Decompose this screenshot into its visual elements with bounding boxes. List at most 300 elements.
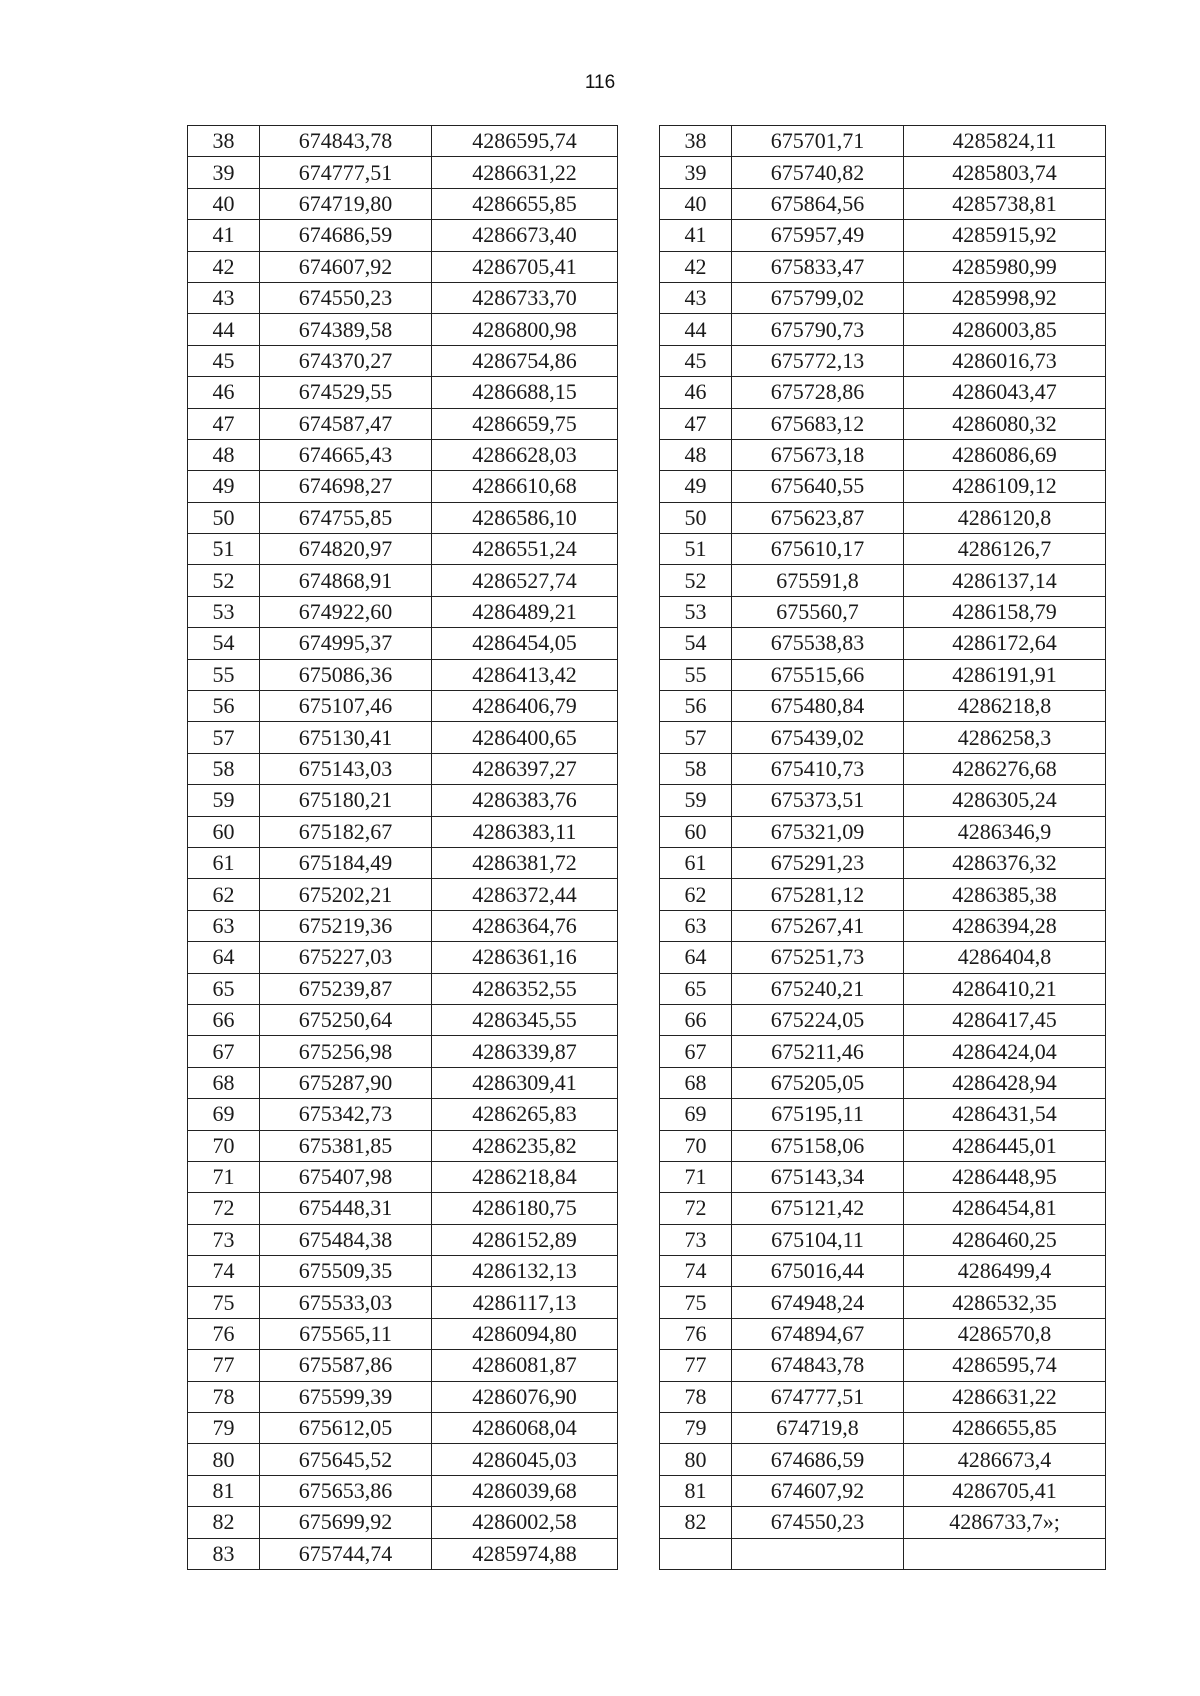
y-coordinate-cell: 4286094,80 — [432, 1318, 618, 1349]
table-row — [188, 722, 618, 753]
x-coordinate-cell: 675790,73 — [732, 314, 904, 345]
point-number-cell: 82 — [660, 1507, 732, 1538]
y-coordinate-cell: 4286081,87 — [432, 1350, 618, 1381]
table-row — [188, 314, 618, 345]
x-coordinate-cell: 674820,97 — [260, 534, 432, 565]
point-number-cell: 38 — [660, 126, 732, 157]
point-number-cell: 77 — [660, 1350, 732, 1381]
table-row — [188, 1130, 618, 1161]
point-number-cell: 42 — [660, 251, 732, 282]
y-coordinate-cell: 4285824,11 — [904, 126, 1106, 157]
y-coordinate-cell: 4286454,05 — [432, 628, 618, 659]
table-row — [660, 1444, 1106, 1475]
table-row — [188, 126, 618, 157]
x-coordinate-cell: 675565,11 — [260, 1318, 432, 1349]
y-coordinate-cell: 4286045,03 — [432, 1444, 618, 1475]
y-coordinate-cell: 4286595,74 — [432, 126, 618, 157]
x-coordinate-cell: 675184,49 — [260, 847, 432, 878]
point-number-cell: 69 — [660, 1099, 732, 1130]
point-number-cell: 53 — [188, 596, 260, 627]
table-row — [188, 282, 618, 313]
y-coordinate-cell: 4286218,84 — [432, 1161, 618, 1192]
x-coordinate-cell: 675799,02 — [732, 282, 904, 313]
y-coordinate-cell: 4286628,03 — [432, 439, 618, 470]
table-row — [660, 973, 1106, 1004]
point-number-cell: 52 — [660, 565, 732, 596]
point-number-cell: 70 — [660, 1130, 732, 1161]
table-row — [188, 1004, 618, 1035]
point-number-cell: 74 — [660, 1256, 732, 1287]
table-row — [188, 1161, 618, 1192]
y-coordinate-cell: 4286460,25 — [904, 1224, 1106, 1255]
table-row — [660, 1256, 1106, 1287]
point-number-cell: 38 — [188, 126, 260, 157]
table-row — [188, 1193, 618, 1224]
table-row — [188, 1256, 618, 1287]
table-row — [188, 471, 618, 502]
point-number-cell: 58 — [660, 753, 732, 784]
point-number-cell: 48 — [188, 439, 260, 470]
x-coordinate-cell: 675591,8 — [732, 565, 904, 596]
y-coordinate-cell: 4286428,94 — [904, 1067, 1106, 1098]
y-coordinate-cell: 4285998,92 — [904, 282, 1106, 313]
x-coordinate-cell: 675673,18 — [732, 439, 904, 470]
y-coordinate-cell: 4286137,14 — [904, 565, 1106, 596]
x-coordinate-cell: 675699,92 — [260, 1507, 432, 1538]
x-coordinate-cell: 674686,59 — [260, 220, 432, 251]
x-coordinate-cell: 675224,05 — [732, 1004, 904, 1035]
point-number-cell: 71 — [188, 1161, 260, 1192]
table-row — [660, 1318, 1106, 1349]
y-coordinate-cell: 4286754,86 — [432, 345, 618, 376]
table-row — [660, 251, 1106, 282]
y-coordinate-cell: 4286586,10 — [432, 502, 618, 533]
y-coordinate-cell: 4286068,04 — [432, 1413, 618, 1444]
y-coordinate-cell: 4286376,32 — [904, 847, 1106, 878]
point-number-cell: 72 — [188, 1193, 260, 1224]
y-coordinate-cell: 4286383,76 — [432, 785, 618, 816]
x-coordinate-cell: 675439,02 — [732, 722, 904, 753]
y-coordinate-cell: 4286385,38 — [904, 879, 1106, 910]
y-coordinate-cell: 4286086,69 — [904, 439, 1106, 470]
table-row — [660, 565, 1106, 596]
x-coordinate-cell: 675219,36 — [260, 910, 432, 941]
x-coordinate-cell — [732, 1538, 904, 1569]
y-coordinate-cell: 4286655,85 — [904, 1413, 1106, 1444]
x-coordinate-cell: 675599,39 — [260, 1381, 432, 1412]
point-number-cell: 76 — [188, 1318, 260, 1349]
x-coordinate-cell: 675560,7 — [732, 596, 904, 627]
y-coordinate-cell: 4286489,21 — [432, 596, 618, 627]
table-row — [188, 691, 618, 722]
point-number-cell: 39 — [660, 157, 732, 188]
x-coordinate-cell: 675701,71 — [732, 126, 904, 157]
y-coordinate-cell: 4286431,54 — [904, 1099, 1106, 1130]
x-coordinate-cell: 675515,66 — [732, 659, 904, 690]
y-coordinate-cell: 4286258,3 — [904, 722, 1106, 753]
x-coordinate-cell: 675107,46 — [260, 691, 432, 722]
y-coordinate-cell: 4286733,7»; — [904, 1507, 1106, 1538]
table-row — [660, 785, 1106, 816]
point-number-cell: 62 — [660, 879, 732, 910]
y-coordinate-cell: 4286733,70 — [432, 282, 618, 313]
x-coordinate-cell: 675121,42 — [732, 1193, 904, 1224]
table-row — [660, 753, 1106, 784]
coordinates-table-left — [187, 125, 618, 1570]
x-coordinate-cell: 675104,11 — [732, 1224, 904, 1255]
table-row — [660, 1350, 1106, 1381]
y-coordinate-cell: 4286152,89 — [432, 1224, 618, 1255]
point-number-cell: 55 — [660, 659, 732, 690]
x-coordinate-cell: 675587,86 — [260, 1350, 432, 1381]
y-coordinate-cell: 4286016,73 — [904, 345, 1106, 376]
table-row — [188, 1475, 618, 1506]
y-coordinate-cell: 4285974,88 — [432, 1538, 618, 1569]
table-row — [188, 816, 618, 847]
point-number-cell: 64 — [660, 942, 732, 973]
table-row — [660, 220, 1106, 251]
table-row — [660, 1287, 1106, 1318]
table-row — [188, 1318, 618, 1349]
table-row — [660, 1161, 1106, 1192]
table-row — [660, 126, 1106, 157]
y-coordinate-cell: 4286364,76 — [432, 910, 618, 941]
point-number-cell: 58 — [188, 753, 260, 784]
x-coordinate-cell: 675612,05 — [260, 1413, 432, 1444]
x-coordinate-cell: 674922,60 — [260, 596, 432, 627]
table-row — [660, 534, 1106, 565]
y-coordinate-cell: 4286404,8 — [904, 942, 1106, 973]
y-coordinate-cell: 4286002,58 — [432, 1507, 618, 1538]
y-coordinate-cell: 4286454,81 — [904, 1193, 1106, 1224]
y-coordinate-cell: 4286132,13 — [432, 1256, 618, 1287]
point-number-cell: 63 — [660, 910, 732, 941]
x-coordinate-cell: 675645,52 — [260, 1444, 432, 1475]
x-coordinate-cell: 675240,21 — [732, 973, 904, 1004]
point-number-cell: 47 — [660, 408, 732, 439]
point-number-cell: 75 — [188, 1287, 260, 1318]
table-row — [188, 377, 618, 408]
table-row — [188, 847, 618, 878]
x-coordinate-cell: 674755,85 — [260, 502, 432, 533]
table-row — [188, 1507, 618, 1538]
table-row — [660, 628, 1106, 659]
point-number-cell: 43 — [188, 282, 260, 313]
y-coordinate-cell: 4286339,87 — [432, 1036, 618, 1067]
y-coordinate-cell: 4286397,27 — [432, 753, 618, 784]
table-row — [660, 816, 1106, 847]
point-number-cell: 50 — [188, 502, 260, 533]
x-coordinate-cell: 675623,87 — [732, 502, 904, 533]
point-number-cell: 61 — [188, 847, 260, 878]
x-coordinate-cell: 674894,67 — [732, 1318, 904, 1349]
y-coordinate-cell: 4286532,35 — [904, 1287, 1106, 1318]
point-number-cell: 73 — [188, 1224, 260, 1255]
table-row — [188, 973, 618, 1004]
point-number-cell: 45 — [188, 345, 260, 376]
x-coordinate-cell: 674550,23 — [260, 282, 432, 313]
x-coordinate-cell: 675484,38 — [260, 1224, 432, 1255]
y-coordinate-cell: 4286688,15 — [432, 377, 618, 408]
point-number-cell: 48 — [660, 439, 732, 470]
y-coordinate-cell: 4286655,85 — [432, 188, 618, 219]
x-coordinate-cell: 675640,55 — [732, 471, 904, 502]
y-coordinate-cell: 4286570,8 — [904, 1318, 1106, 1349]
point-number-cell: 77 — [188, 1350, 260, 1381]
page-number: 116 — [584, 72, 616, 93]
table-row — [660, 910, 1106, 941]
table-row — [188, 1099, 618, 1130]
table-row — [188, 565, 618, 596]
x-coordinate-cell: 674686,59 — [732, 1444, 904, 1475]
y-coordinate-cell: 4286659,75 — [432, 408, 618, 439]
table-row — [660, 1381, 1106, 1412]
point-number-cell: 71 — [660, 1161, 732, 1192]
point-number-cell: 47 — [188, 408, 260, 439]
y-coordinate-cell: 4286448,95 — [904, 1161, 1106, 1192]
table-row — [188, 408, 618, 439]
x-coordinate-cell: 675448,31 — [260, 1193, 432, 1224]
table-row — [660, 1099, 1106, 1130]
point-number-cell: 59 — [660, 785, 732, 816]
point-number-cell: 41 — [188, 220, 260, 251]
x-coordinate-cell: 675130,41 — [260, 722, 432, 753]
x-coordinate-cell: 675728,86 — [732, 377, 904, 408]
table-body-left — [188, 126, 618, 1570]
point-number-cell: 70 — [188, 1130, 260, 1161]
y-coordinate-cell: 4286372,44 — [432, 879, 618, 910]
point-number-cell: 63 — [188, 910, 260, 941]
point-number-cell: 81 — [660, 1475, 732, 1506]
point-number-cell: 53 — [660, 596, 732, 627]
y-coordinate-cell: 4286406,79 — [432, 691, 618, 722]
table-row — [188, 1067, 618, 1098]
y-coordinate-cell: 4286361,16 — [432, 942, 618, 973]
x-coordinate-cell: 675772,13 — [732, 345, 904, 376]
point-number-cell: 49 — [660, 471, 732, 502]
y-coordinate-cell: 4286424,04 — [904, 1036, 1106, 1067]
point-number-cell: 80 — [188, 1444, 260, 1475]
point-number-cell: 57 — [188, 722, 260, 753]
table-row — [188, 1350, 618, 1381]
point-number-cell: 61 — [660, 847, 732, 878]
table-row — [660, 408, 1106, 439]
x-coordinate-cell: 675086,36 — [260, 659, 432, 690]
y-coordinate-cell: 4286394,28 — [904, 910, 1106, 941]
y-coordinate-cell: 4286410,21 — [904, 973, 1106, 1004]
y-coordinate-cell: 4286631,22 — [432, 157, 618, 188]
point-number-cell: 42 — [188, 251, 260, 282]
x-coordinate-cell: 675410,73 — [732, 753, 904, 784]
x-coordinate-cell: 674389,58 — [260, 314, 432, 345]
point-number-cell: 39 — [188, 157, 260, 188]
y-coordinate-cell: 4286400,65 — [432, 722, 618, 753]
y-coordinate-cell: 4286158,79 — [904, 596, 1106, 627]
table-row — [188, 659, 618, 690]
x-coordinate-cell: 675182,67 — [260, 816, 432, 847]
point-number-cell: 76 — [660, 1318, 732, 1349]
table-row — [188, 1287, 618, 1318]
point-number-cell: 51 — [660, 534, 732, 565]
table-body-right — [660, 126, 1106, 1570]
table-row — [660, 1130, 1106, 1161]
table-row — [660, 1004, 1106, 1035]
table-row — [188, 1036, 618, 1067]
table-row — [188, 1224, 618, 1255]
x-coordinate-cell: 675480,84 — [732, 691, 904, 722]
point-number-cell: 80 — [660, 1444, 732, 1475]
table-row — [660, 942, 1106, 973]
y-coordinate-cell: 4286309,41 — [432, 1067, 618, 1098]
x-coordinate-cell: 674698,27 — [260, 471, 432, 502]
x-coordinate-cell: 675321,09 — [732, 816, 904, 847]
point-number-cell: 68 — [660, 1067, 732, 1098]
table-row — [188, 502, 618, 533]
point-number-cell: 67 — [660, 1036, 732, 1067]
y-coordinate-cell: 4286631,22 — [904, 1381, 1106, 1412]
y-coordinate-cell: 4286180,75 — [432, 1193, 618, 1224]
point-number-cell: 49 — [188, 471, 260, 502]
point-number-cell: 82 — [188, 1507, 260, 1538]
x-coordinate-cell: 674843,78 — [260, 126, 432, 157]
x-coordinate-cell: 675833,47 — [732, 251, 904, 282]
x-coordinate-cell: 674995,37 — [260, 628, 432, 659]
x-coordinate-cell: 675538,83 — [732, 628, 904, 659]
table-row — [188, 534, 618, 565]
point-number-cell: 41 — [660, 220, 732, 251]
table-row — [660, 188, 1106, 219]
table-row — [660, 879, 1106, 910]
x-coordinate-cell: 675250,64 — [260, 1004, 432, 1035]
y-coordinate-cell: 4286445,01 — [904, 1130, 1106, 1161]
point-number-cell: 83 — [188, 1538, 260, 1569]
x-coordinate-cell: 674948,24 — [732, 1287, 904, 1318]
table-row — [188, 345, 618, 376]
x-coordinate-cell: 675239,87 — [260, 973, 432, 1004]
point-number-cell: 73 — [660, 1224, 732, 1255]
point-number-cell: 60 — [660, 816, 732, 847]
x-coordinate-cell: 675533,03 — [260, 1287, 432, 1318]
table-row — [660, 157, 1106, 188]
x-coordinate-cell: 674587,47 — [260, 408, 432, 439]
x-coordinate-cell: 675143,34 — [732, 1161, 904, 1192]
point-number-cell: 69 — [188, 1099, 260, 1130]
x-coordinate-cell: 674550,23 — [732, 1507, 904, 1538]
point-number-cell: 66 — [188, 1004, 260, 1035]
table-row — [188, 1413, 618, 1444]
table-row — [660, 1193, 1106, 1224]
y-coordinate-cell: 4286346,9 — [904, 816, 1106, 847]
point-number-cell: 56 — [188, 691, 260, 722]
table-row — [188, 188, 618, 219]
x-coordinate-cell: 675407,98 — [260, 1161, 432, 1192]
x-coordinate-cell: 675744,74 — [260, 1538, 432, 1569]
y-coordinate-cell: 4286705,41 — [904, 1475, 1106, 1506]
x-coordinate-cell: 675195,11 — [732, 1099, 904, 1130]
x-coordinate-cell: 675957,49 — [732, 220, 904, 251]
table-row — [660, 1413, 1106, 1444]
point-number-cell: 43 — [660, 282, 732, 313]
point-number-cell: 55 — [188, 659, 260, 690]
x-coordinate-cell: 675251,73 — [732, 942, 904, 973]
y-coordinate-cell: 4286120,8 — [904, 502, 1106, 533]
table-row — [660, 1475, 1106, 1506]
x-coordinate-cell: 674665,43 — [260, 439, 432, 470]
point-number-cell: 64 — [188, 942, 260, 973]
x-coordinate-cell: 675373,51 — [732, 785, 904, 816]
coordinates-table-right — [659, 125, 1106, 1570]
table-row — [660, 471, 1106, 502]
table-row — [660, 1036, 1106, 1067]
point-number-cell: 78 — [188, 1381, 260, 1412]
y-coordinate-cell: 4286076,90 — [432, 1381, 618, 1412]
x-coordinate-cell: 675683,12 — [732, 408, 904, 439]
table-row — [660, 502, 1106, 533]
point-number-cell: 56 — [660, 691, 732, 722]
table-row — [188, 251, 618, 282]
point-number-cell: 78 — [660, 1381, 732, 1412]
table-row — [660, 1538, 1106, 1569]
point-number-cell: 44 — [660, 314, 732, 345]
x-coordinate-cell: 674529,55 — [260, 377, 432, 408]
table-row — [188, 785, 618, 816]
point-number-cell: 46 — [660, 377, 732, 408]
point-number-cell: 62 — [188, 879, 260, 910]
x-coordinate-cell: 675211,46 — [732, 1036, 904, 1067]
x-coordinate-cell: 675291,23 — [732, 847, 904, 878]
x-coordinate-cell: 674719,80 — [260, 188, 432, 219]
y-coordinate-cell: 4286383,11 — [432, 816, 618, 847]
y-coordinate-cell: 4286551,24 — [432, 534, 618, 565]
table-row — [660, 282, 1106, 313]
point-number-cell: 52 — [188, 565, 260, 596]
y-coordinate-cell: 4286413,42 — [432, 659, 618, 690]
table-row — [660, 722, 1106, 753]
point-number-cell: 51 — [188, 534, 260, 565]
point-number-cell: 50 — [660, 502, 732, 533]
table-row — [660, 1507, 1106, 1538]
x-coordinate-cell: 675281,12 — [732, 879, 904, 910]
y-coordinate-cell: 4286235,82 — [432, 1130, 618, 1161]
x-coordinate-cell: 674607,92 — [260, 251, 432, 282]
x-coordinate-cell: 675227,03 — [260, 942, 432, 973]
point-number-cell: 66 — [660, 1004, 732, 1035]
table-row — [660, 1224, 1106, 1255]
x-coordinate-cell: 674607,92 — [732, 1475, 904, 1506]
point-number-cell: 65 — [660, 973, 732, 1004]
table-row — [660, 847, 1106, 878]
point-number-cell: 74 — [188, 1256, 260, 1287]
x-coordinate-cell: 675202,21 — [260, 879, 432, 910]
table-row — [188, 439, 618, 470]
point-number-cell: 75 — [660, 1287, 732, 1318]
table-row — [660, 1067, 1106, 1098]
y-coordinate-cell: 4286043,47 — [904, 377, 1106, 408]
table-row — [188, 220, 618, 251]
table-row — [188, 157, 618, 188]
point-number-cell: 46 — [188, 377, 260, 408]
point-number-cell: 65 — [188, 973, 260, 1004]
y-coordinate-cell: 4286673,40 — [432, 220, 618, 251]
table-row — [188, 1538, 618, 1569]
point-number-cell: 54 — [188, 628, 260, 659]
y-coordinate-cell: 4286673,4 — [904, 1444, 1106, 1475]
x-coordinate-cell: 674843,78 — [732, 1350, 904, 1381]
x-coordinate-cell: 674777,51 — [732, 1381, 904, 1412]
y-coordinate-cell: 4286039,68 — [432, 1475, 618, 1506]
point-number-cell: 57 — [660, 722, 732, 753]
x-coordinate-cell: 675610,17 — [732, 534, 904, 565]
